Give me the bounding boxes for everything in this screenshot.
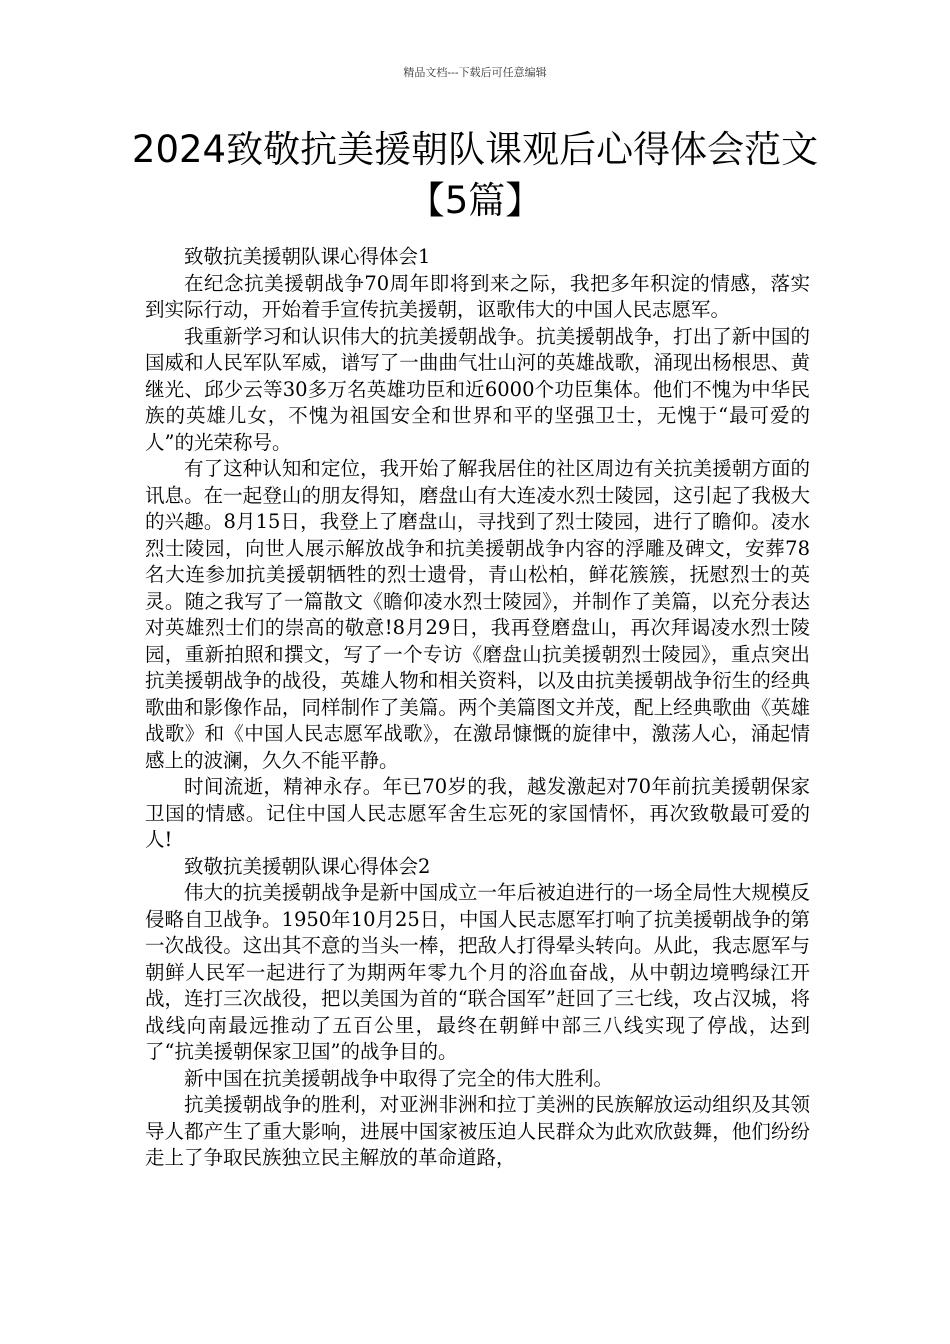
document-title: 2024致敬抗美援朝队课观后心得体会范文【5篇】 <box>131 128 819 222</box>
section-heading-2: 致敬抗美援朝队课心得体会2 <box>184 854 431 878</box>
paragraph: 有了这种认知和定位，我开始了解我居住的社区周边有关抗美援朝方面的讯息。在一起登山的朋友得知，磨盘山有大连凌水烈士陵园，这引起了我极大的兴趣。8月15日，我登上了磨盘山，寻找到了烈士陵园，进行了瞻仰。凌水烈士陵园，向世人展示解放战争和抗美援朝战争内容的浮雕及碑文，安葬78名大连参加抗美援朝牺牲的烈士遗骨，青山松柏，鲜花簇簇，抚慰烈士的英灵。随之我写了一篇散文《瞻仰凌水烈士陵园》，并制作了美篇，以充分表达对英雄烈士们的崇高的敬意!8月29日，我再登磨盘山，再次拜谒凌水烈士陵园，重新拍照和撰文，写了一个专访《磨盘山抗美援朝烈士陵园》，重点突出抗美援朝战争的战役，英雄人物和相关资料，以及由抗美援朝战争衍生的经典歌曲和影像作品，同样制作了美篇。两个美篇图文并茂，配上经典歌曲《英雄战歌》和《中国人民志愿军战歌》，在激昂慷慨的旋律中，激荡人心，涌起情感上的波澜，久久不能平静。 <box>145 457 810 772</box>
section-heading-1: 致敬抗美援朝队课心得体会1 <box>184 245 431 268</box>
page-header-note: 精品文档---下载后可任意编辑 <box>403 66 547 79</box>
paragraph: 抗美援朝战争的胜利，对亚洲非洲和拉丁美洲的民族解放运动组织及其领导人都产生了重大影响，进展中国家被压迫人民群众为此欢欣鼓舞，他们纷纷走上了争取民族独立民主解放的革命道路， <box>145 1093 810 1169</box>
paragraph: 在纪念抗美援朝战争70周年即将到来之际，我把多年积淀的情感，落实到实际行动，开始着手宣传抗美援朝，讴歌伟大的中国人民志愿军。 <box>145 271 810 321</box>
paragraph: 伟大的抗美援朝战争是新中国成立一年后被迫进行的一场全局性大规模反侵略自卫战争。1950年10月25日，中国人民志愿军打响了抗美援朝战争的第一次战役。这出其不意的当头一棒，把敌人打得晕头转向。从此，我志愿军与朝鲜人民军一起进行了为期两年零九个月的浴血奋战，从中朝边境鸭绿江开战，连打三次战役，把以美国为首的“联合国军”赶回了三七线，攻占汉城，将战线向南最远推动了五百公里，最终在朝鲜中部三八线实现了停战，达到了“抗美援朝保家卫国”的战争目的。 <box>145 881 810 1063</box>
paragraph: 新中国在抗美援朝战争中取得了完全的伟大胜利。 <box>184 1066 614 1090</box>
paragraph: 时间流逝，精神永存。年已70岁的我，越发激起对70年前抗美援朝保家卫国的情感。记住中国人民志愿军舍生忘死的家国情怀，再次致敬最可爱的人! <box>145 775 810 851</box>
document-body <box>145 244 810 1172</box>
paragraph: 我重新学习和认识伟大的抗美援朝战争。抗美援朝战争，打出了新中国的国威和人民军队军威，谱写了一曲曲气壮山河的英雄战歌，涌现出杨根思、黄继光、邱少云等30多万名英雄功臣和近6000个功臣集体。他们不愧为中华民族的英雄儿女，不愧为祖国安全和世界和平的坚强卫士，无愧于“最可爱的人”的光荣称号。 <box>145 324 810 454</box>
